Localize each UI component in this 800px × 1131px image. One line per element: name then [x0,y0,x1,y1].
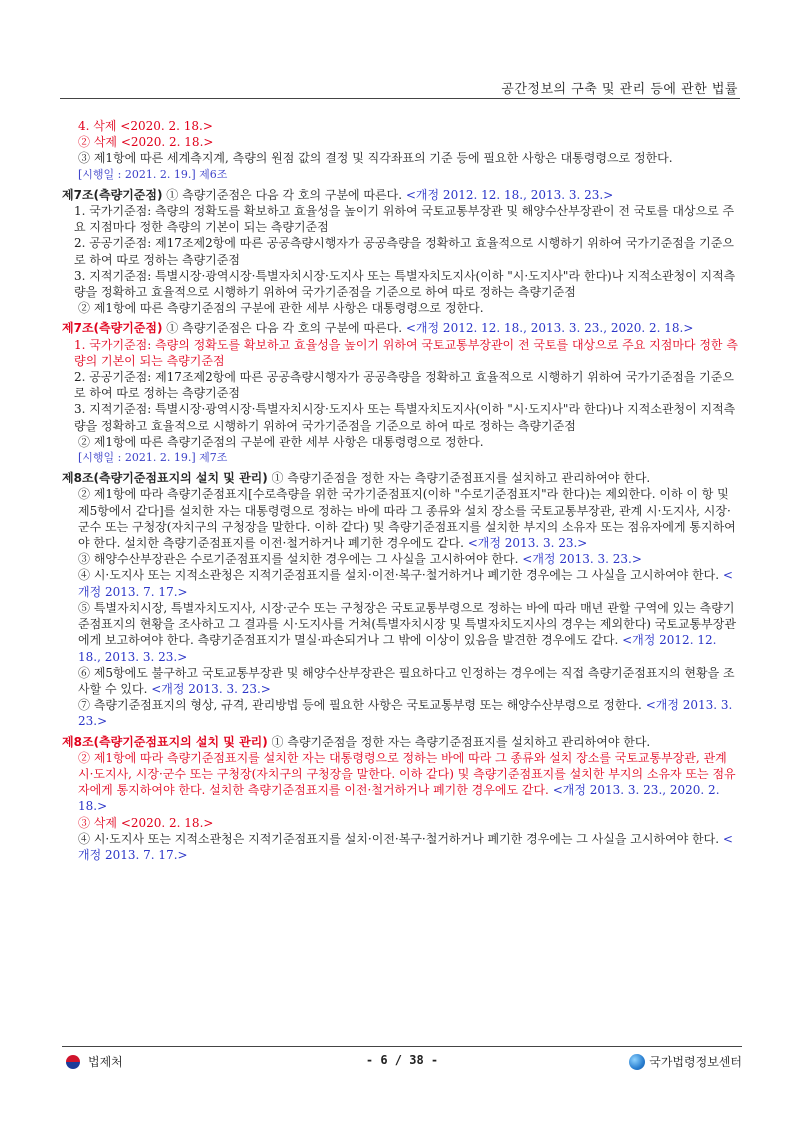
text-line: ④ 시·도지사 또는 지적소관청은 지적기준점표지를 설치·이전·복구·철거하거나 폐기한 경우에는 그 사실을 고시하여야 한다. <개정 2013. 7. 17.> [78,568,733,599]
text-line: ③ 제1항에 따른 세계측지계, 측량의 원점 값의 결정 및 직각좌표의 기준 등에 필요한 사항은 대통령령으로 정한다. [78,151,673,166]
text-line: ④ 시·도지사 또는 지적소관청은 지적기준점표지를 설치·이전·복구·철거하거나 폐기한 경우에는 그 사실을 고시하여야 한다. <개정 2013. 7. 17.> [78,831,733,862]
page-footer [62,1046,742,1073]
text-line: ③ 해양수산부장관은 수로기준점표지를 설치한 경우에는 그 사실을 고시하여야 한다. <개정 2013. 3. 23.> [78,552,642,567]
footer-right [629,1053,742,1070]
text-line: 제7조(측량기준점) ① 측량기준점은 다음 각 호의 구분에 따른다. <개정 2012. 12. 18., 2013. 3. 23.> [62,187,614,202]
document-title: 공간정보의 구축 및 관리 등에 관한 법률 [501,82,738,97]
text-line: ⑤ 특별자치시장, 특별자치도지사, 시장·군수 또는 구청장은 국토교통부령으로 정하는 바에 따라 매년 관할 구역에 있는 측량기준점표지의 현황을 조사하고 그 결과를 시·도지사를 거쳐(특별자치시장 및 특별자치도지사의 경우는 제외한다) 국토교통부장관에게 보고하여야 한다. 측량기준점표지가 멸실·파손되거나 그 밖에 이상이 있음을 발견한 경우에도 같다. <개정 2012. 12. 18., 2013. 3. 23.> [78,600,736,664]
text-line: 3. 지적기준점: 특별시장·광역시장·특별자치시장·도지사 또는 특별자치도지사(이하 "시·도지사"라 한다)나 지적소관청이 지적측량을 정확하고 효율적으로 시행하기 위하여 국가기준점을 기준으로 하여 따로 정하는 측량기준점 [74,402,736,433]
law-center-logo-icon [629,1054,645,1070]
text-line: 1. 국가기준점: 측량의 정확도를 확보하고 효율성을 높이기 위하여 국토교통부장관이 전 국토를 대상으로 주요 지점마다 정한 측량의 기본이 되는 측량기준점 [74,337,738,368]
text-line: ② 제1항에 따라 측량기준점표지[수로측량을 위한 국가기준점표지(이하 "수로기준점표지"라 한다)는 제외한다. 이하 이 항 및 제5항에서 같다]를 설치한 자는 대통령령으로 정하는 바에 따라 그 종류와 설치 장소를 국토교통부장관, 관계 시·도지사, 시장·군수 또는 구청장(자치구의 구청장을 말한다. 이하 같다) 및 측량기준점표지를 설치한 부지의 소유자 또는 점유자에게 통지하여야 한다. 설치한 측량기준점표지를 이전·철거하거나 폐기한 경우에도 같다. <개정 2013. 3. 23.> [78,487,736,551]
text-line: ⑦ 측량기준점표지의 형상, 규격, 관리방법 등에 필요한 사항은 국토교통부령 또는 해양수산부령으로 정한다. <개정 2013. 3. 23.> [78,698,733,729]
text-line: 제8조(측량기준점표지의 설치 및 관리) ① 측량기준점을 정한 자는 측량기준점표지를 설치하고 관리하여야 한다. [62,471,651,486]
text-line: 4. 삭제 <2020. 2. 18.> [78,119,213,133]
text-line: 제7조(측량기준점) ① 측량기준점은 다음 각 호의 구분에 따른다. <개정 2012. 12. 18., 2013. 3. 23., 2020. 2. 18.> [62,321,694,336]
footer-left-label: 법제처 [88,1055,123,1069]
footer-right-label: 국가법령정보센터 [649,1055,742,1069]
text-line: 3. 지적기준점: 특별시장·광역시장·특별자치시장·도지사 또는 특별자치도지사(이하 "시·도지사"라 한다)나 지적소관청이 지적측량을 정확하고 효율적으로 시행하기 위하여 국가기준점을 기준으로 하여 따로 정하는 측량기준점 [74,268,736,300]
text-line: 2. 공공기준점: 제17조제2항에 따른 공공측량시행자가 공공측량을 정확하고 효율적으로 시행하기 위하여 국가기준점을 기준으로 하여 따로 정하는 측량기준점 [74,370,734,401]
text-line: 1. 국가기준점: 측량의 정확도를 확보하고 효율성을 높이기 위하여 국토교통부장관 및 해양수산부장관이 전 국토를 대상으로 주요 지점마다 정한 측량의 기본이 되는 측량기준점 [74,204,735,235]
page-number: - 6 / 38 - [365,1053,439,1067]
text-line: ② 제1항에 따른 측량기준점의 구분에 관한 세부 사항은 대통령령으로 정한다. [78,301,484,316]
text-line: ② 제1항에 따른 측량기준점의 구분에 관한 세부 사항은 대통령령으로 정한다. [78,434,484,449]
text-line: ⑥ 제5항에도 불구하고 국토교통부장관 및 해양수산부장관은 필요하다고 인정하는 경우에는 직접 측량기준점표지의 현황을 조사할 수 있다. <개정 2013. 3. 23.> [78,665,735,696]
text-line: ③ 삭제 <2020. 2. 18.> [78,815,214,830]
text-line: 2. 공공기준점: 제17조제2항에 따른 공공측량시행자가 공공측량을 정확하고 효율적으로 시행하기 위하여 국가기준점을 기준으로 하여 따로 정하는 측량기준점 [74,236,734,267]
text-line: [시행일 : 2021. 2. 19.] 제7조 [78,451,228,465]
text-line: 제8조(측량기준점표지의 설치 및 관리) ① 측량기준점을 정한 자는 측량기준점표지를 설치하고 관리하여야 한다. [62,734,651,749]
text-line: ② 제1항에 따라 측량기준점표지를 설치한 자는 대통령령으로 정하는 바에 따라 그 종류와 설치 장소를 국토교통부장관, 관계 시·도지사, 시장·군수 또는 구청장(자치구의 구청장을 말한다. 이하 같다) 및 측량기준점표지를 설치한 부지의 소유자 또는 점유자에게 통지하여야 한다. 설치한 측량기준점표지를 이전·철거하거나 폐기한 경우에도 같다. <개정 2013. 3. 23., 2020. 2. 18.> [78,750,736,814]
text-line: [시행일 : 2021. 2. 19.] 제6조 [78,167,228,181]
page-header [60,78,740,99]
document-body [62,118,742,863]
text-line: ② 삭제 <2020. 2. 18.> [78,135,214,150]
